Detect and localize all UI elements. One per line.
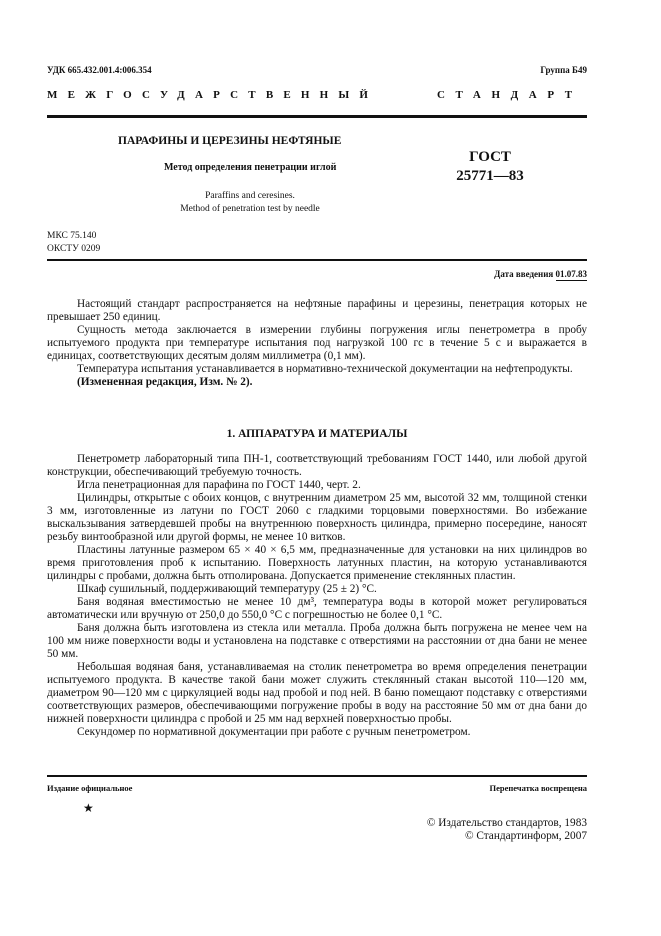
section-paragraph: Шкаф сушильный, поддерживающий температуру (25 ± 2) °С. — [77, 583, 377, 595]
classification-rule — [47, 259, 587, 261]
gost-number: 25771—83 — [456, 168, 524, 184]
section-paragraph: Пенетрометр лабораторный типа ПН-1, соответствующий требованиям ГОСТ 1440, или любой другой конструкции, обеспечивающий требуемую точность. — [47, 453, 587, 478]
section-paragraph: Пластины латунные размером 65 × 40 × 6,5 мм, предназначенные для установки на них цилиндров во время приготовления проб к испытанию. Поверхность латунных пластин, на которую устанавливаются цилиндры с пробами, должна быть отполирована. Допускается применение стеклянных пластин. — [47, 544, 587, 582]
section-paragraph: Цилиндры, открытые с обоих концов, с внутренним диаметром 25 мм, высотой 32 мм, толщиной стенки 3 мм, изготовленные из латуни по ГОСТ 2060 с гладкими торцовыми поверхностями. Во избежание выскальзывания затвердевшей пробы на внутреннюю поверхность цилиндра, примерно посередине, наносят резьбу винтообразной или другой формы, не менее 10 витков. — [47, 492, 587, 543]
section-paragraph: Секундомер по нормативной документации при работе с ручным пенетрометром. — [77, 726, 471, 738]
intro-paragraph: Температура испытания устанавливается в нормативно-технической документации на нефтепродукты. — [77, 363, 573, 375]
section-paragraph: Небольшая водяная баня, устанавливаемая на столик пенетрометра во время определения пенетрации испытуемого продукта. В качестве такой бани может служить стеклянный стакан высотой 110—120 мм, диаметром 90—120 мм с циркуляцией воды над пробой и под ней. В баню помещают подставку с отверстиями соответствующих размеров, обеспечивающими погружение пробы в воду на расстояние 50 мм от дна бани до нижней поверхности цилиндра с пробой и 25 мм над верхней поверхностью пробы. — [47, 661, 587, 725]
section-body — [47, 453, 587, 739]
footer-rule — [47, 775, 587, 777]
copyright — [427, 817, 587, 843]
date-label: Дата введения — [494, 269, 554, 279]
star-icon: ★ — [83, 801, 94, 815]
udk-code: УДК 665.432.001.4:006.354 — [47, 65, 152, 75]
intro-text — [47, 298, 587, 389]
section-paragraph: Баня должна быть изготовлена из стекла или металла. Проба должна быть погружена не менее чем на 100 мм ниже поверхности воды и установлена на подставке с отверстиями на расстоянии от дна бани не менее 50 мм. — [47, 622, 587, 660]
english-title-line-2: Method of penetration test by needle — [180, 204, 320, 214]
classification — [47, 230, 100, 256]
document-subtitle: Метод определения пенетрации иглой — [164, 162, 337, 173]
group-code: Группа Б49 — [540, 65, 587, 75]
section-heading: 1. АППАРАТУРА И МАТЕРИАЛЫ — [226, 428, 408, 440]
official-edition: Издание официальное — [47, 783, 133, 793]
english-title — [150, 190, 350, 216]
okstu-code: ОКСТУ 0209 — [47, 244, 101, 254]
date-value: 01.07.83 — [555, 269, 587, 279]
document-title: ПАРАФИНЫ И ЦЕРЕЗИНЫ НЕФТЯНЫЕ — [118, 135, 342, 147]
english-title-line-1: Paraffins and ceresines. — [205, 191, 295, 201]
gost-designation — [455, 148, 525, 186]
intro-paragraph: Сущность метода заключается в измерении глубины погружения иглы пенетрометра в пробу испытуемого продукта при температуре испытания под нагрузкой 100 гс в течение 5 с и выражается в единицах, соответствующих десятым долям миллиметра (0,1 мм). — [47, 324, 587, 362]
intro-paragraph: Настоящий стандарт распространяется на нефтяные парафины и церезины, пенетрация которых не превышает 250 единиц. — [47, 298, 587, 323]
copyright-line-1: © Издательство стандартов, 1983 — [426, 817, 587, 829]
section-paragraph: Игла пенетрационная для парафина по ГОСТ 1440, черт. 2. — [77, 479, 361, 491]
banner-standard: СТАНДАРТ — [437, 89, 583, 101]
mks-code: МКС 75.140 — [47, 231, 97, 241]
header-rule — [47, 115, 587, 118]
banner-interstate: МЕЖГОСУДАРСТВЕННЫЙ — [47, 89, 379, 101]
gost-label: ГОСТ — [469, 149, 511, 165]
section-paragraph: Баня водяная вместимостью не менее 10 дм³, температура воды в которой может регулироваться автоматически или вручную от 250,0 до 550,0 °С с погрешностью не более 0,1 °С. — [47, 596, 587, 621]
introduction-date — [494, 269, 587, 279]
amendment-note: (Измененная редакция, Изм. № 2). — [77, 376, 253, 388]
copyright-line-2: © Стандартинформ, 2007 — [464, 830, 587, 842]
reprint-prohibited: Перепечатка воспрещена — [489, 783, 587, 793]
